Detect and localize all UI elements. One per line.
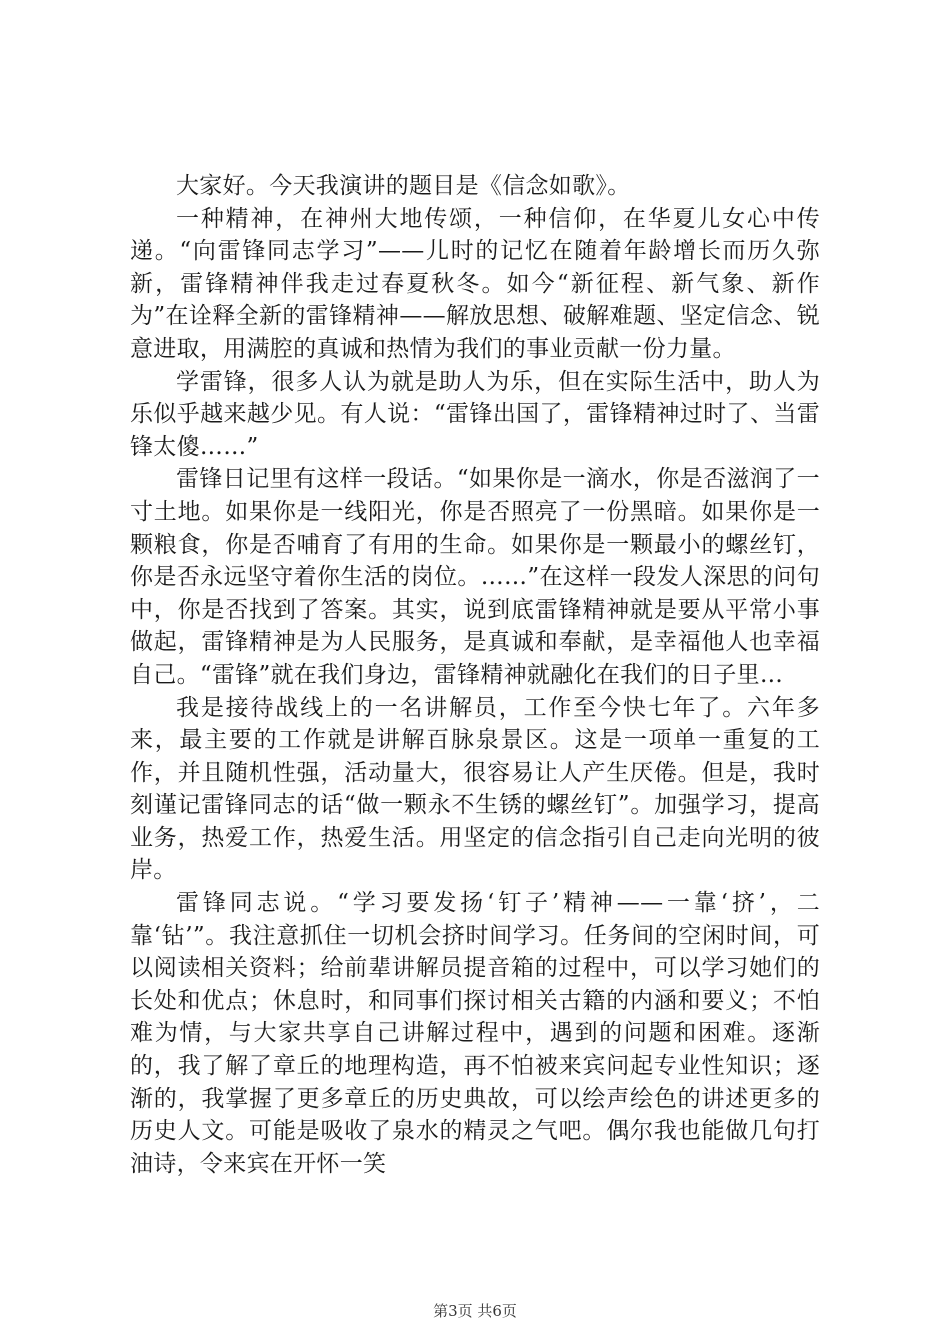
- paragraph-diary: 雷锋日记里有这样一段话。“如果你是一滴水，你是否滋润了一寸土地。如果你是一线阳光，你是否照亮了一份黑暗。如果你是一颗粮食，你是否哺育了有用的生命。如果你是一颗最小的螺丝钉，你是否永远坚守着你生活的岗位。……”在这样一段发人深思的问句中，你是否找到了答案。其实，说到底雷锋精神就是要从平常小事做起，雷锋精神是为人民服务，是真诚和奉献，是幸福他人也幸福自己。“雷锋”就在我们身边，雷锋精神就融化在我们的日子里…: [130, 466, 820, 688]
- paragraph-study-spirit: 雷锋同志说。“学习要发扬‘钉子’精神——一靠‘挤’，二靠‘钻’”。我注意抓住一切机会挤时间学习。任务间的空闲时间，可以阅读相关资料；给前辈讲解员提音箱的过程中，可以学习她们的长处和优点；休息时，和同事们探讨相关古籍的内涵和要义；不怕难为情，与大家共享自己讲解过程中，遇到的问题和困难。逐渐的，我了解了章丘的地理构造，再不怕被来宾问起专业性知识；逐渐的，我掌握了更多章丘的历史典故，可以绘声绘色的讲述更多的历史人文。可能是吸收了泉水的精灵之气吧。偶尔我也能做几句打油诗，令来宾在开怀一笑: [130, 890, 820, 1177]
- paragraph-guide-work: 我是接待战线上的一名讲解员，工作至今快七年了。六年多来，最主要的工作就是讲解百脉泉景区。这是一项单一重复的工作，并且随机性强，活动量大，很容易让人产生厌倦。但是，我时刻谨记雷锋同志的话“做一颗永不生锈的螺丝钉”。加强学习，提高业务，热爱工作，热爱生活。用坚定的信念指引自己走向光明的彼岸。: [130, 694, 820, 884]
- paragraph-learning-leifeng: 学雷锋，很多人认为就是助人为乐，但在实际生活中，助人为乐似乎越来越少见。有人说：“雷锋出国了，雷锋精神过时了、当雷锋太傻……”: [130, 368, 820, 460]
- paragraph-spirit: 一种精神，在神州大地传颂，一种信仰，在华夏儿女心中传递。“向雷锋同志学习”——儿时的记忆在随着年龄增长而历久弥新，雷锋精神伴我走过春夏秋冬。如今“新征程、新气象、新作为”在诠释全新的雷锋精神——解放思想、破解难题、坚定信念、锐意进取，用满腔的真诚和热情为我们的事业贡献一份力量。: [130, 205, 820, 362]
- page-number-footer: 第3页 共6页: [433, 1302, 517, 1320]
- paragraph-greeting: 大家好。今天我演讲的题目是《信念如歌》。: [176, 173, 631, 199]
- document-body: [130, 170, 820, 1180]
